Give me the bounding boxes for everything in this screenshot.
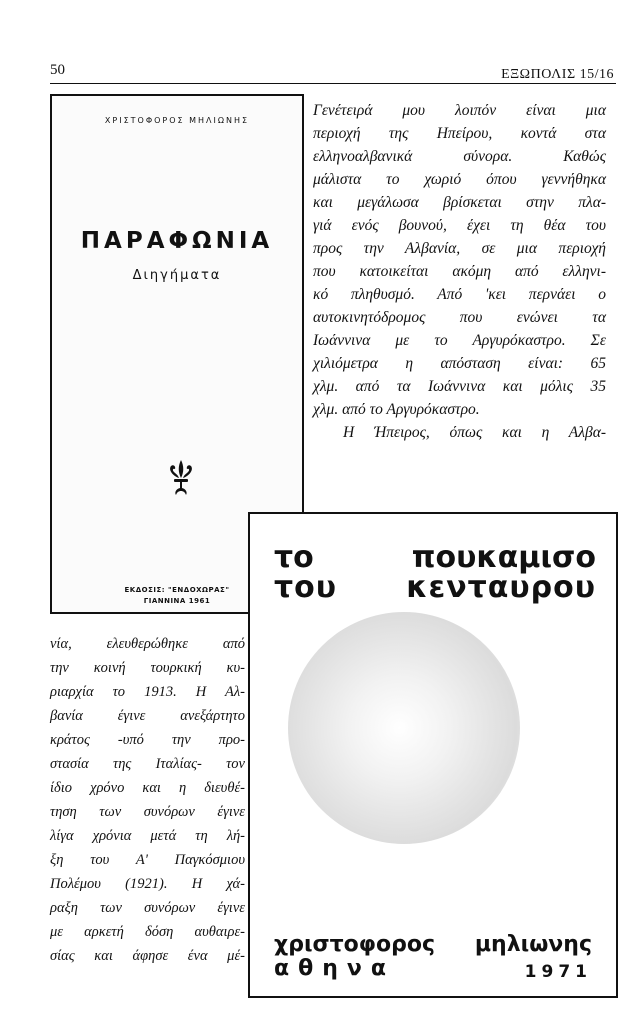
text-line: χιλιόμετρα η απόσταση είναι: 65 xyxy=(313,355,606,372)
text-line: ελληνοαλβανικά σύνορα. Καθώς xyxy=(313,148,606,165)
text-line: νία, ελευθερώθηκε από xyxy=(50,636,245,652)
text-line: την κοινή τουρκική κυ- xyxy=(50,660,245,676)
text-line: χλμ. από τα Ιωάννινα και μόλις 35 xyxy=(313,378,606,395)
text-line: περιοχή της Ηπείρου, κοντά στα xyxy=(313,125,606,142)
text-line: κό πληθυσμό. Από 'κει περνάει ο xyxy=(313,286,606,303)
cover-title-line: το πουκαμισο xyxy=(274,540,596,575)
cover-subtitle: Διηγήματα xyxy=(132,268,222,283)
text-line: που κατοικείται ακόμη από ελληνι- xyxy=(313,263,606,280)
text-line: στασία της Ιταλίας- τον xyxy=(50,756,245,772)
text-line: σίας και άφησε ένα μέ- xyxy=(50,948,245,964)
cover-author: ΧΡΙΣΤΟΦΟΡΟΣ ΜΗΛΙΩΝΗΣ xyxy=(104,116,250,125)
text-line: βανία έγινε ανεξάρτητο xyxy=(50,708,245,724)
book-cover-poukamiso xyxy=(248,512,618,998)
text-line: μάλιστα το χωριό όπου γεννήθηκα xyxy=(313,171,606,188)
text-line: Ιωάννινα με το Αργυρόκαστρο. Σε xyxy=(313,332,606,349)
text-line: αυτοκινητόδρομος που ενώνει τα xyxy=(313,309,606,326)
cover-author-last: μηλιωνης xyxy=(474,932,592,957)
page-number: 50 xyxy=(50,62,65,78)
cover-publisher-place-year: ΓΙΑΝΝΙΝΑ 1961 xyxy=(143,597,211,605)
text-line: Γενέτειρά μου λοιπόν είναι μια xyxy=(313,102,606,119)
cover-author-first: χριστοφορος xyxy=(274,932,436,957)
text-line: ξη του Α' Παγκόσμιου xyxy=(50,852,245,868)
text-line: ίδιο χρόνο και η διευθέ- xyxy=(50,780,245,796)
text-line: και μεγάλωσα βρίσκεται στην πλα- xyxy=(313,194,606,211)
text-line: Πολέμου (1921). Η χά- xyxy=(50,876,245,892)
text-line: λίγα χρόνια μετά τη λή- xyxy=(50,828,245,844)
cover-disc-image xyxy=(288,612,520,844)
text-line: Η Ήπειρος, όπως και η Αλβα- xyxy=(343,424,606,441)
cover-publisher: ΕΚΔΟΣΙΣ: "ΕΝΔΟΧΩΡΑΣ" xyxy=(124,586,230,594)
fleur-ornament-icon xyxy=(164,458,198,498)
text-line: χλμ. από το Αργυρόκαστρο. xyxy=(313,401,480,418)
text-line: προς την Αλβανία, σε μια περιοχή xyxy=(313,240,606,257)
cover-city: αθηνα xyxy=(274,956,395,981)
running-head: ΕΞΩΠΟΛΙΣ 15/16 xyxy=(501,67,614,82)
text-line: κράτος -υπό την προ- xyxy=(50,732,245,748)
text-line: με αρκετή δόση αυθαιρε- xyxy=(50,924,245,940)
cover-title: ΠΑΡΑΦΩΝΙΑ xyxy=(80,228,274,254)
cover-title-line: του κενταυρου xyxy=(274,570,596,605)
text-line: ριαρχία το 1913. Η Αλ- xyxy=(50,684,245,700)
text-line: τηση των συνόρων έγινε xyxy=(50,804,245,820)
header-rule xyxy=(50,83,616,84)
cover-year: 1971 xyxy=(524,962,592,982)
text-line: ραξη των συνόρων έγινε xyxy=(50,900,245,916)
text-line: γιά ενός βουνού, έχει τη θέα του xyxy=(313,217,606,234)
